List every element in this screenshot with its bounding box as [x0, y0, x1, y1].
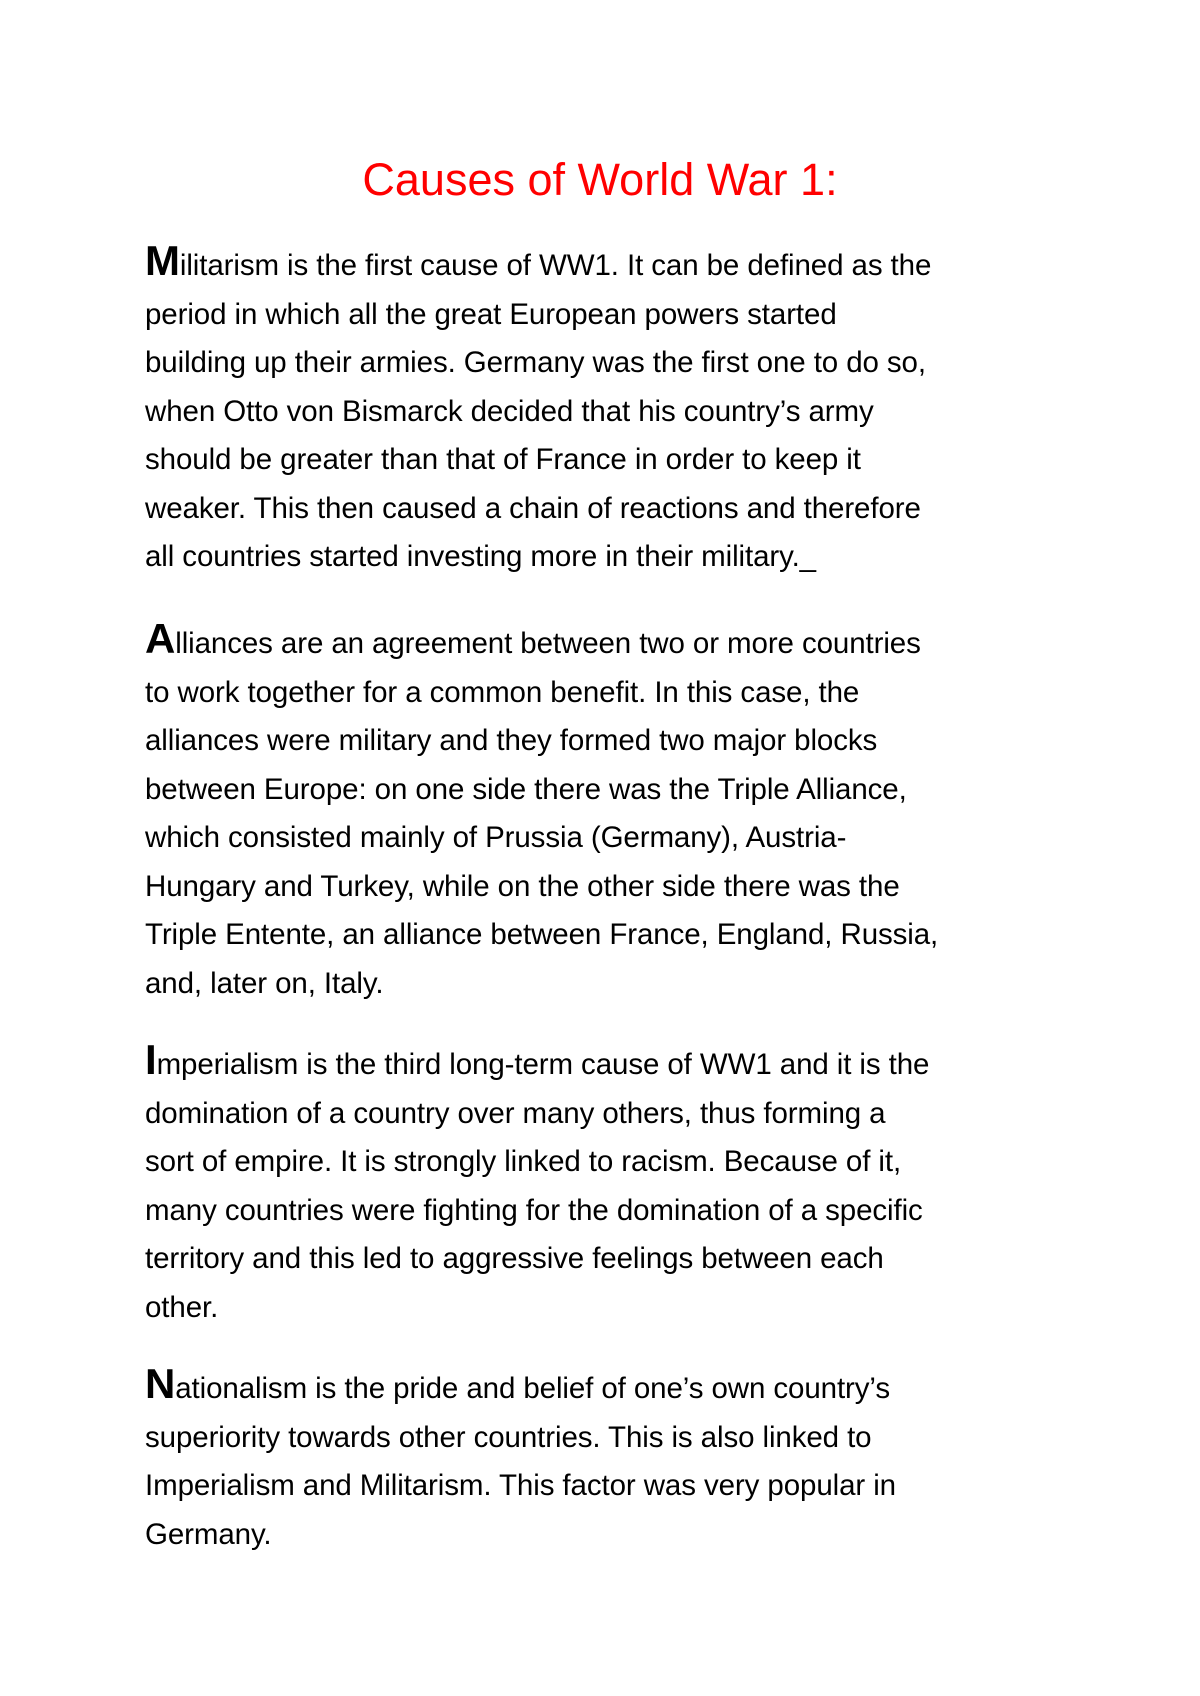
paragraph-line: which consisted mainly of Prussia (Germany), Austria- — [145, 821, 847, 854]
paragraph-line: superiority towards other countries. This is also linked to — [145, 1420, 872, 1454]
paragraph-alliances — [145, 615, 1085, 1008]
paragraph-line: all countries started investing more in their military._ — [145, 540, 816, 573]
paragraph-initial: A — [145, 615, 176, 662]
paragraph-line: Militarism is the first cause of WW1. It can be defined as the — [145, 237, 932, 284]
paragraph-imperialism — [145, 1036, 1085, 1332]
document-title: Causes of World War 1: — [362, 154, 838, 205]
paragraph-line: weaker. This then caused a chain of reactions and therefore — [145, 491, 921, 525]
paragraph-line: Triple Entente, an alliance between France, England, Russia, — [145, 918, 939, 951]
paragraph-line: other. — [145, 1290, 219, 1324]
paragraph-line: Imperialism is the third long-term cause of WW1 and it is the — [145, 1036, 930, 1083]
paragraph-line: to work together for a common benefit. In this case, the — [145, 675, 860, 709]
paragraph-line: between Europe: on one side there was the Triple Alliance, — [145, 772, 907, 806]
paragraph-line: when Otto von Bismarck decided that his country’s army — [145, 394, 874, 428]
paragraph-line: period in which all the great European powers started — [145, 297, 837, 331]
paragraph-militarism — [145, 237, 1085, 582]
paragraph-initial: I — [145, 1036, 157, 1083]
paragraph-line: Nationalism is the pride and belief of one’s own country’s — [145, 1360, 890, 1407]
paragraph-line: sort of empire. It is strongly linked to racism. Because of it, — [145, 1145, 902, 1178]
paragraph-line: Alliances are an agreement between two or more countries — [145, 615, 921, 662]
paragraph-line: domination of a country over many others, thus forming a — [145, 1096, 886, 1130]
paragraph-line: Germany. — [145, 1517, 272, 1551]
paragraph-line: and, later on, Italy. — [145, 966, 384, 1000]
paragraph-line: territory and this led to aggressive feelings between each — [145, 1242, 884, 1275]
paragraph-initial: M — [145, 237, 180, 284]
paragraph-nationalism — [145, 1360, 1085, 1559]
paragraph-line: building up their armies. Germany was the first one to do so, — [145, 346, 926, 379]
paragraph-line: should be greater than that of France in order to keep it — [145, 443, 861, 476]
paragraph-line: Hungary and Turkey, while on the other side there was the — [145, 869, 900, 903]
paragraph-line: Imperialism and Militarism. This factor was very popular in — [145, 1469, 896, 1502]
paragraph-line: alliances were military and they formed two major blocks — [145, 724, 878, 757]
paragraph-initial: N — [145, 1360, 176, 1407]
paragraph-line: many countries were fighting for the domination of a specific — [145, 1193, 923, 1227]
